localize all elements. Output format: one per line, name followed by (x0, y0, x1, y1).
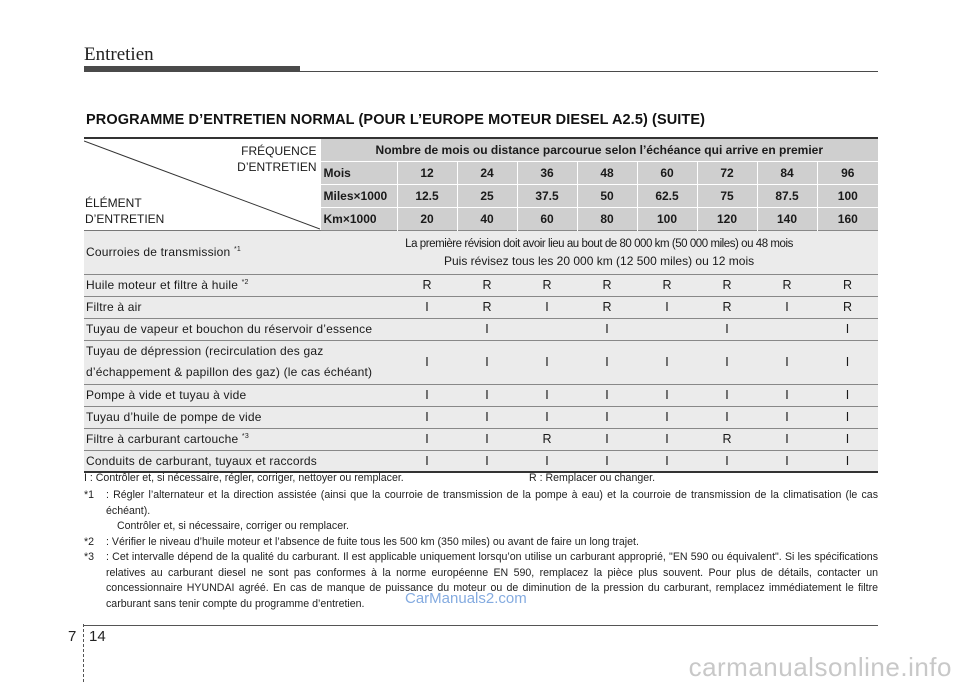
item-label: Conduits de carburant, tuyaux et raccords (84, 450, 397, 472)
table-row: Filtre à carburant cartouche $^{*3}$ I I R I I R I I (84, 428, 878, 450)
item-label: Courroies de transmission $^{*1}$ (84, 230, 320, 274)
item-label: Filtre à carburant cartouche $^{*3}$ (84, 428, 397, 450)
table-row: Tuyau de vapeur et bouchon du réservoir d’essence I I I I (84, 318, 878, 340)
interval-row-miles: Miles×1000 12.5 25 37.5 50 62.5 75 87.5 100 (84, 184, 878, 207)
item-label: Filtre à air (84, 296, 397, 318)
header-rule (300, 71, 878, 72)
footer-divider (83, 624, 84, 682)
footnote-2: *2 : Vérifier le niveau d’huile moteur et l’absence de fuite tous les 500 km (350 miles) ou avant de faire un long trajet. (84, 535, 878, 551)
table-row: Conduits de carburant, tuyaux et raccords I I I I I I I I (84, 450, 878, 472)
interval-row-km: Km×1000 20 40 60 80 100 120 140 160 (84, 207, 878, 230)
footnote-key: *3 (84, 551, 95, 563)
belt-schedule: La première révision doit avoir lieu au bout de 80 000 km (50 000 miles) ou 48 mois Puis révisez tous les 20 000 km (12 500 miles) ou 12 mois (320, 230, 878, 274)
legend-i: I : Contrôler et, si nécessaire, régler, corriger, nettoyer ou remplacer. (84, 472, 404, 484)
item-label: Huile moteur et filtre à huile $^{*2}$ (84, 274, 397, 296)
item-label: Tuyau de dépression (recirculation des gaz d’échappement & papillon des gaz) (le cas échéant) (84, 340, 397, 384)
page-header-title: Entretien (84, 44, 154, 65)
maintenance-table (84, 137, 878, 473)
footnote-key: *2 (84, 535, 95, 548)
footnote-key: *1 (84, 489, 95, 501)
table-corner-cell (84, 138, 320, 230)
item-label: Pompe à vide et tuyau à vide (84, 384, 397, 406)
table-row (84, 230, 878, 274)
page-number: 14 (89, 628, 106, 645)
watermark-center: CarManuals2.com (405, 590, 527, 607)
table-row: Tuyau de dépression (recirculation des gaz d’échappement & papillon des gaz) (le cas échéant) I I I I I I I I (84, 340, 878, 384)
watermark-bottom: carmanualsonline.info (688, 652, 952, 682)
footnote-1: *1 : Régler l’alternateur et la direction assistée (ainsi que la courroie de transmission de la pompe à eau) et la courroie de transmission de la climatisation (le cas échéant). Contrôler et, si nécessaire, corriger ou remplacer. (84, 488, 878, 535)
legend-row (84, 471, 878, 488)
chapter-number: 7 (68, 628, 77, 645)
table-row: Tuyau d’huile de pompe de vide I I I I I I I I (84, 406, 878, 428)
footnote-3: *3 : Cet intervalle dépend de la qualité du carburant. Il est applicable uniquement lorsqu’on utilise un carburant approprié, "EN 590 ou équivalent". Si les spécifications relatives au carburant diesel ne sont pas conformes à la norme européenne EN 590, remplacez la pièce plus souvent. Pour plus de détails, contacter un concessionnaire HYUNDAI agréé. En cas de manque de puissance du moteur ou de diminution de la pression du carburant, remplacez immédiatement le filtre carburant sans tenir compte du programme d’entretien. (84, 550, 878, 612)
frequency-label: FRÉQUENCE D’ENTRETIEN (237, 144, 317, 174)
table-row: Filtre à air I R I R I R I R (84, 296, 878, 318)
footer-rule (84, 625, 878, 626)
section-title: PROGRAMME D’ENTRETIEN NORMAL (POUR L’EUROPE MOTEUR DIESEL A2.5) (SUITE) (86, 112, 706, 128)
table-main-header: Nombre de mois ou distance parcourue selon l’échéance qui arrive en premier (320, 138, 878, 161)
element-label: ÉLÉMENT D’ENTRETIEN (85, 195, 165, 226)
item-label: Tuyau de vapeur et bouchon du réservoir d’essence (84, 318, 397, 340)
table-row: Pompe à vide et tuyau à vide I I I I I I I I (84, 384, 878, 406)
item-label: Tuyau d’huile de pompe de vide (84, 406, 397, 428)
header-bar (84, 66, 300, 72)
legend-r: R : Remplacer ou changer. (529, 472, 656, 484)
interval-row-months: Mois 12 24 36 48 60 72 84 96 (84, 161, 878, 184)
table-row: Huile moteur et filtre à huile $^{*2}$ R R R R R R R R (84, 274, 878, 296)
